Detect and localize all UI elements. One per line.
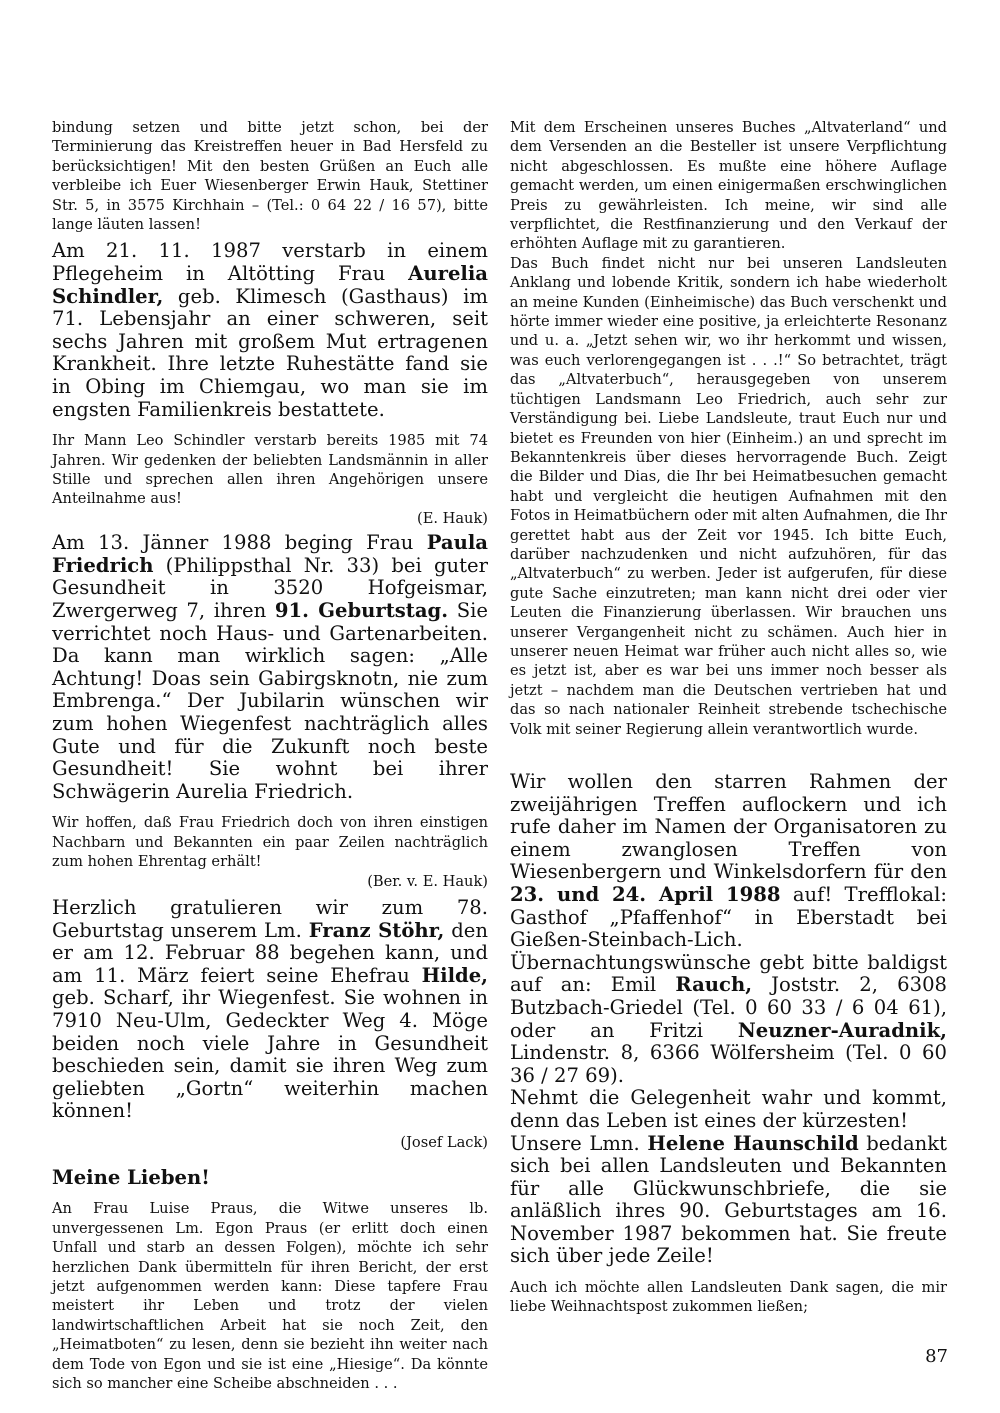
paragraph-dank: Auch ich möchte allen Landsleuten Dank sagen, die mir liebe Weihnachtspost zukommen ließen; [510, 1279, 947, 1316]
name-paula-friedrich: Paula Friedrich [52, 531, 488, 577]
text-run: Am 21. 11. 1987 verstarb in einem Pflegeheim in Altötting Frau [52, 239, 488, 286]
paragraph-luise-praus: An Frau Luise Praus, die Witwe unseres lb. unvergessenen Lm. Egon Praus (er erlitt doch einen Unfall und starb an dessen Folgen), möchte ich sehr herzlichen Dank übermitteln für ihren Bericht, der erst jetzt aufgenommen werden kann: Diese tapfere Frau meistert ihr Leben und trotz der vielen landwirtschaftlichen Arbeit hat sie noch Zeit, den „Heimatboten“ zu lesen, denn sie bezieht ihn weiter nach dem Tode von Egon und sie ist eine „Hiesige“. Da könnte sich so mancher eine Scheibe abschneiden . . . [52, 1200, 488, 1392]
paragraph-gelegenheit: Nehmt die Gelegenheit wahr und kommt, denn das Leben ist eines der kürzesten! [510, 1086, 947, 1132]
paragraph-obituary-schindler [52, 240, 488, 421]
paragraph-birthday-friedrich [52, 532, 488, 803]
name-rauch: Rauch, [675, 973, 753, 997]
name-aurelia-schindler: Aurelia Schindler, [52, 262, 488, 308]
text-run: Am 13. Jänner 1988 beging Frau [52, 531, 427, 555]
text-run: bedankt sich bei allen Landsleuten und Bekannten für alle Glückwunschbriefe, die sie anläßlich ihres 90. Geburtstages am 16. November 1987 bekommen hat. Sie freute sich über jede Zeile! [510, 1131, 947, 1268]
name-helene-haunschild: Helene Haunschild [647, 1131, 859, 1155]
name-neuzner-auradnik: Neuzner-Auradnik, [737, 1018, 947, 1042]
text-run: Herzlich gratulieren wir zum 78. Geburtstag unserem Lm. [52, 895, 488, 942]
text-run: Joststr. 2, 6308 Butzbach-Griedel (Tel. 0 60 33 / 6 04 61), oder an Fritzi [510, 973, 947, 1042]
name-hilde: Hilde, [421, 963, 488, 987]
text-run: geb. Klimesch (Gasthaus) im 71. Lebensjahr an einer schweren, seit sechs Jahren mit großem Mut ertragenen Krankheit. Ihre letzte Ruhestätte fand sie in Obing im Chiemgau, wo man sie im engsten Familienkreis bestattete. [52, 284, 488, 421]
right-column [510, 118, 947, 1317]
paragraph-altvaterland: Mit dem Erscheinen unseres Buches „Altvaterland“ und dem Versenden an die Besteller ist unsere Verpflichtung nicht abgeschlossen. Es mußte eine höhere Auflage gemacht werden, um einen einigermaßen erschwinglichen Preis zu gewährleisten. Ich meine, wir sind alle verpflichtet, die Restfinanzierung und den Verkauf der erhöhten Auflage mit zu garantieren. [510, 119, 947, 253]
paragraph-leo-schindler: Ihr Mann Leo Schindler verstarb bereits 1985 mit 74 Jahren. Wir gedenken der beliebten Landsmännin in aller Stille und sprechen allen ihren Angehörigen unsere Anteilnahme aus! [52, 432, 488, 508]
paragraph-wishes-friedrich: Wir hoffen, daß Frau Friedrich doch von ihren einstigen Nachbarn und Bekannten ein paar Zeilen nachträglich zum hohen Ehrentag erhält! [52, 814, 488, 871]
signature-ber-e-hauk: (Ber. v. E. Hauk) [367, 872, 488, 890]
text-run: Unsere Lmn. [510, 1131, 648, 1155]
signature-josef-lack: (Josef Lack) [400, 1133, 488, 1151]
text-run: geb. Scharf, ihr Wiegenfest. Sie wohnen in 7910 Neu-Ulm, Gedeckter Weg 4. Möge beiden noch viele Jahre in Gesundheit beschieden sein, damit sie ihren Weg zum geliebten „Gortn“ weiterhin machen können! [52, 986, 488, 1123]
date-23-24-april: 23. und 24. April 1988 [510, 882, 781, 906]
text-run: den er am 12. Februar 88 begehen kann, und am 11. März feiert seine Ehefrau [52, 918, 488, 987]
text-run: Wir wollen den starren Rahmen der zweijährigen Treffen auflockern und ich rufe daher im Namen der Organisatoren zu einem zwanglosen Treffen von Wiesenbergern und Winkelsdorfern für den [510, 770, 947, 884]
heading-meine-lieben: Meine Lieben! [52, 1166, 210, 1190]
text-run: (Philippsthal Nr. 33) bei guter Gesundheit in 3520 Hofgeismar, Zwergerweg 7, ihren [52, 553, 488, 622]
paragraph-treffen [510, 771, 947, 1087]
text-run: Lindenstr. 8, 6366 Wölfersheim (Tel. 0 60 36 / 27 69). [510, 1041, 947, 1087]
text-run: auf! Trefflokal: Gasthof „Pfaffenhof“ in Eberstadt bei Gießen-Steinbach-Lich. Übernachtungswünsche gebt bitte baldigst auf an: Emil [510, 882, 947, 997]
paragraph-kreistreffen: bindung setzen und bitte jetzt schon, bei der Terminierung das Kreistreffen heuer in Bad Hersfeld zu berücksichtigen! Mit den besten Grüßen an Euch alle verbleibe ich Euer Wiesenberger Erwin Hauk, Stettiner Str. 5, in 3575 Kirchhain – (Tel.: 0 64 22 / 16 57), bitte lange läuten lassen! [52, 119, 488, 234]
left-column [52, 118, 488, 1393]
signature-e-hauk: (E. Hauk) [417, 509, 488, 527]
paragraph-haunschild [510, 1133, 947, 1269]
birthday-91: 91. Geburtstag. [274, 599, 449, 622]
text-run: Sie verrichtet noch Haus- und Gartenarbeiten. Da kann man wirklich sagen: „Alle Achtung! Doas sein Gabirgsknotn, nie zum Embrenga.“ Der Jubilarin wünschen wir zum hohen Wiegenfest nachträglich alles Gute und für die Zukunft noch beste Gesundheit! Sie wohnt bei ihrer Schwägerin Aurelia Friedrich. [52, 599, 489, 803]
name-franz-stoehr: Franz Stöhr, [308, 918, 445, 942]
page-number: 87 [925, 1346, 948, 1367]
paragraph-birthday-stoehr [52, 897, 488, 1123]
paragraph-buch: Das Buch findet nicht nur bei unseren Landsleuten Anklang und lobende Kritik, sondern ich habe wiederholt an meine Kunden (Einheimische) das Buch verschenkt und hörte immer wieder eine positive, ja erleichterte Resonanz und u. a. „Jetzt sehen wir, wo ihr herkommt und wissen, was euch verlorengegangen ist . . .!“ So betrachtet, trägt das „Altvaterbuch“, herausgegeben von unserem tüchtigen Landsmann Leo Friedrich, auch sehr zur Verständigung bei. Liebe Landsleute, traut Euch nur und bietet es Freunden von hier (Einheim.) an und sprecht im Bekanntenkreis über dieses hervorragende Buch. Zeigt die Bilder und Dias, die Ihr bei Heimatbesuchen gemacht habt und vergleicht die heutigen Aufnahmen mit den Fotos in Heimatbüchern oder mit alten Aufnahmen, die Ihr gerettet habt aus der Zeit vor 1945. Ich bitte Euch, darüber nachzudenken und nicht aufzuhören, für das „Altvaterbuch“ zu werben. Jeder ist aufgerufen, für diese gute Sache einzutreten; man kann nicht drei oder vier Leuten die Finanzierung überlassen. Wir brauchen uns unserer Vergangenheit nicht zu schämen. Auch hier in unserer neuen Heimat war früher auch nicht alles so, wie es jetzt ist, aber es war bei uns immer noch besser als jetzt – nachdem man die Deutschen vertrieben hat und das so nach nationaler Reinheit strebende tschechische Volk mit seiner Regierung allein verantwortlich wurde. [510, 254, 947, 738]
